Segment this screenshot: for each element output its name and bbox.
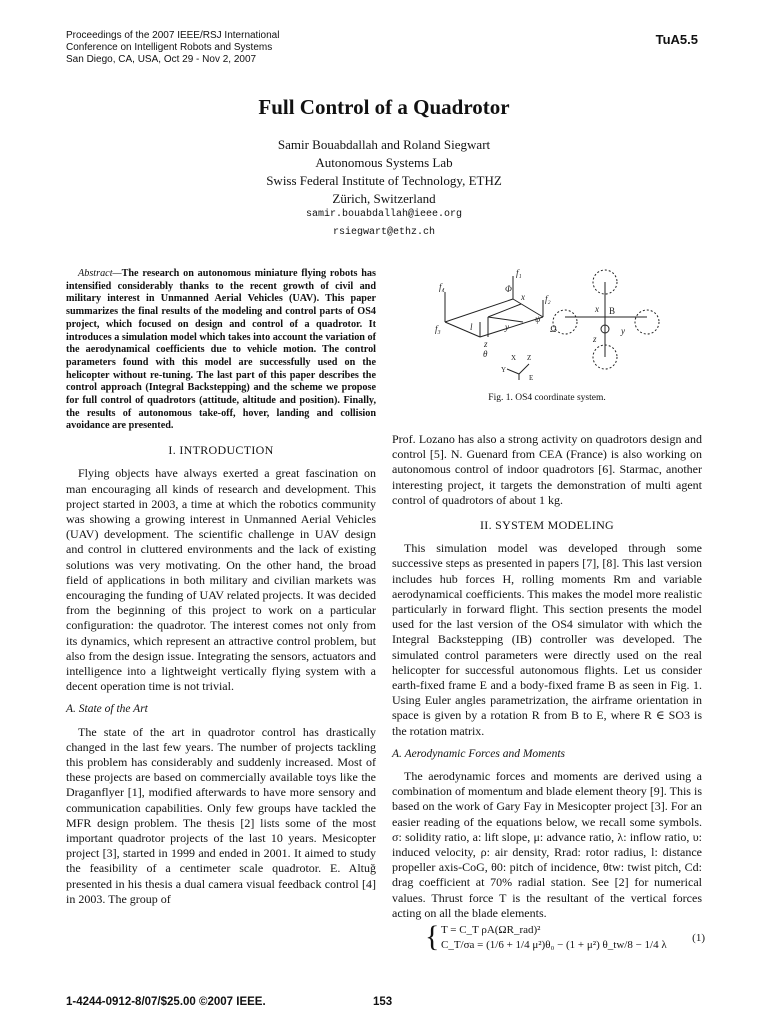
label-x-top: x [595,304,599,314]
session-code: TuA5.5 [655,32,698,47]
author-block [0,136,768,208]
author-email[interactable]: rsiegwart@ethz.ch [332,227,436,238]
abstract-label: Abstract— [78,268,122,279]
affiliation-lab: Autonomous Systems Lab [315,155,453,170]
equation-line-1: T = C_T ρA(ΩR_rad)² [441,924,541,936]
author-email[interactable]: samir.bouabdallah@ieee.org [305,209,463,220]
section-heading: II. SYSTEM MODELING [479,518,615,533]
system-modeling-paragraph: This simulation model was developed through some successive steps as presented in papers [7], [8]. This last version includes hub forces H, rolling moments Rm and variable aerodynamical coefficients. This makes the model more realistic particularly in forward flight. This section presents the model used for the last version of the OS4 simulator with which the Integral Backstepping (IB) controller was developed. The simulated control parameters were directly used on the real helicopter for successful autonomous flights. Let us consider earth-fixed frame E and a body-fixed frame B as seen in Fig. 1. Using Euler angles parametrization, the airframe orientation in space is given by a rotation R from B to E, where R ∈ SO3 is the rotation matrix. [392,541,702,738]
label-Y: Y [501,366,507,374]
copyright-notice: 1-4244-0912-8/07/$25.00 ©2007 IEEE. [66,996,266,1008]
affiliation-institute: Swiss Federal Institute of Technology, ETHZ [266,173,502,188]
label-x: x [521,292,525,302]
author-names: Samir Bouabdallah and Roland Siegwart [277,137,491,152]
body-arm [445,299,513,322]
label-y: y [505,322,509,332]
aerodynamics-paragraph: The aerodynamic forces and moments are derived using a combination of momentum and blade element theory [9]. This is based on the work of Gary Fay in Mesicopter project [3]. For an easier reading of the equations below, we recall some symbols. σ: solidity ratio, a: lift slope, μ: advance ratio, λ: inflow ratio, υ: induced velocity, ρ: air density, Rrad: rotor radius, l: distance propeller axis-CoG, θ0: pitch of incidence, θtw: twist pitch, Cd: drag coefficient at 70% radial station. See [2] for numerical values. Thrust force T is the resultant of the vertical forces acting on all the blade elements. [392,769,702,920]
figure-caption: Fig. 1. OS4 coordinate system. [488,393,606,403]
label-e: E [529,374,534,382]
label-X: X [511,354,517,362]
intro-paragraph: Flying objects have always exerted a great fascination on man encouraging all kinds of research and development. This project started in 2003, a time at which the robotics community was showing a growing interest in Unmanned Aerial Vehicles (UAV) development. The scientific challenge in UAV design and control in cluttered environments and the lack of existing solutions was very motivating. On the other hand, the broad field of applications in both military and civilian markets was encouraging the funding of UAV related projects. It was decided from the beginning of this project to work on a particular configuration: the quadrotor. The interest comes not only from its dynamics, which represent an attractive control problem, but also from the design issue. Integrating the sensors, actuators and intelligence into a lightweight vertically flying system with a decent operation time is not trivial. [66,466,376,694]
label-z-top: z [593,334,597,344]
equation-number: (1) [692,932,705,944]
equation-line-2: C_T/σa = (1/6 + 1/4 μ²)θ₀ − (1 + μ²) θ_tw/8 − 1/4 λ [441,939,667,951]
section-heading: I. INTRODUCTION [168,443,274,458]
label-b: B [609,306,616,316]
label-phi: Φ [505,284,512,294]
abstract-text: The research on autonomous miniature flying robots has intensified considerably thanks to the recent growth of civil and military interest in Unmanned Aerial Vehicles (UAV). This paper summarizes the final results of the modeling and control parts of OS4 project, which focused on design and control of a quadrotor. It introduces a simulation model which takes into account the variation of the aerodynamical coefficients due to vehicle motion. The control parameters found with this model are successfully used on the helicopter without re-tuning. The last part of this paper describes the control approach (Integral Backstepping) and the scheme we propose for full control of quadrotors (attitude, altitude and position). Finally, the results of autonomous take-off, hover, landing and collision avoidance are presented. [66,268,376,432]
earth-axis [507,369,519,374]
lozano-paragraph: Prof. Lozano has also a strong activity on quadrotors design and control [5]. N. Guenard from CEA (France) is also working on autonomous control of indoor quadrotors [6]. Starmac, another interesting project, it targets the demonstration of multi agent control of quadrotors of about 1 kg. [392,432,702,507]
label-l: l [470,322,473,332]
label-f1: f₁ [516,268,522,278]
label-f4: f₄ [439,282,445,292]
label-f2: f₂ [545,294,551,304]
label-z: z [484,339,488,349]
paper-title: Full Control of a Quadrotor [258,95,510,119]
subsection-heading: A. Aerodynamic Forces and Moments [392,747,565,760]
coordinate-system-figure [425,262,675,384]
state-of-art-paragraph: The state of the art in quadrotor control has drastically changed in the last few years. The number of projects tackling this problem has considerably and suddenly increased. Most of these projects are based on commercially available toys like the Draganflyer [1], modified afterwards to have more sensory and communication capabilities. Only few groups have tackled the MFR design problem. The thesis [2] lists some of the most important quadrotor projects of the last 10 years. Mesicopter project [3], started in 1999 and ended in 2001. It aimed to study the feasibility of a centimeter scale quadrotor. E. Altuğ presented in his thesis a dual camera visual feedback control [4] in 2003. The group of [66,724,376,906]
rotor-circle [553,310,577,334]
abstract [66,268,376,433]
subsection-heading: A. State of the Art [66,703,148,716]
body-arm [445,322,480,337]
label-theta: θ [483,349,488,359]
rotor-circle [635,310,659,334]
label-Z: Z [527,354,532,362]
conference-line: Conference on Intelligent Robots and Systems [66,42,273,53]
conference-line: Proceedings of the 2007 IEEE/RSJ International [66,30,280,41]
label-psi: ψ [535,314,541,324]
label-y-top: y [621,326,625,336]
affiliation-location: Zürich, Switzerland [332,191,436,206]
conference-info [66,30,279,66]
page-number: 153 [373,996,393,1008]
earth-axis [519,364,529,374]
left-column [66,268,376,907]
label-omega: Ω [550,324,557,334]
conference-line: San Diego, CA, USA, Oct 29 - Nov 2, 2007 [66,54,257,65]
equation-brace: { [425,920,440,953]
label-f3: f₃ [435,324,441,334]
right-column [392,432,702,921]
